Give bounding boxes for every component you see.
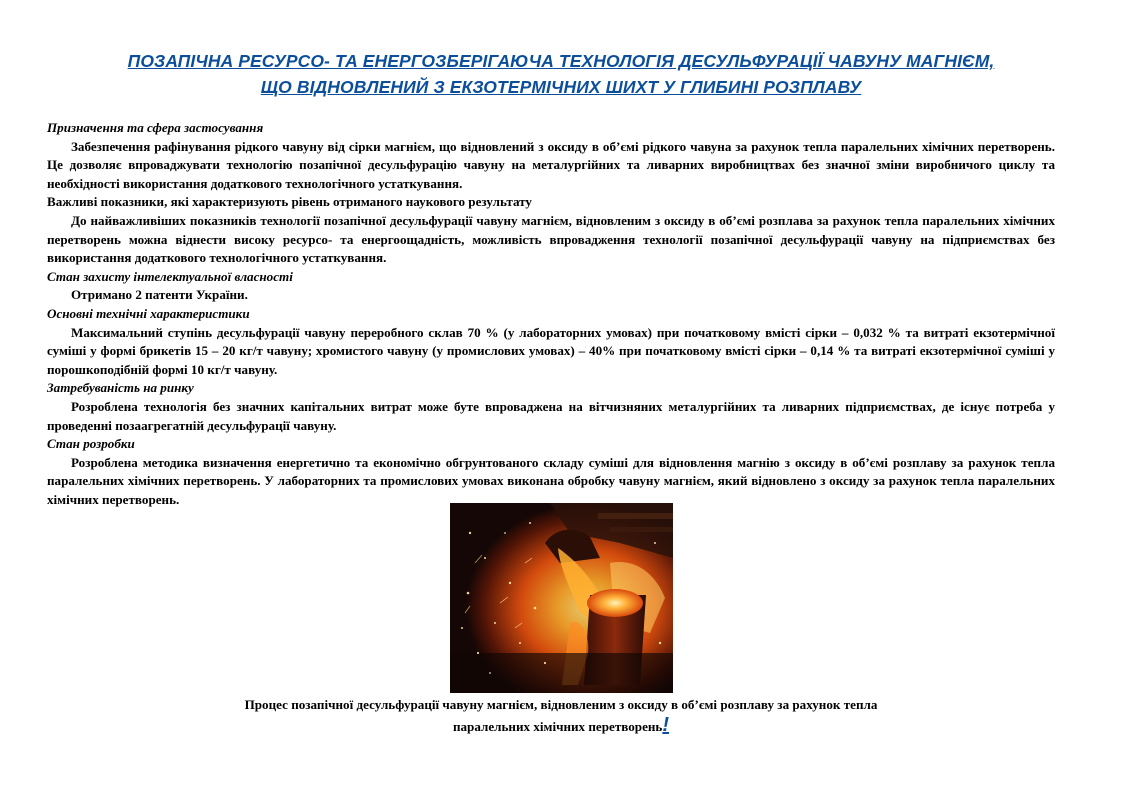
section-heading-purpose: Призначення та сфера застосування — [47, 120, 264, 135]
document-body — [47, 119, 1055, 509]
title-line-2: ЩО ВІДНОВЛЕНИЙ З ЕКЗОТЕРМІЧНИХ ШИХТ У ГЛИБИНІ РОЗПЛАВУ — [260, 77, 862, 97]
section-heading-market: Затребуваність на ринку — [47, 380, 194, 396]
section-heading-ip: Стан захисту інтелектуальної власності — [47, 268, 293, 284]
section-text-market: Розроблена технологія без значних капітальних витрат може буте впроваджена на вітчизняних металургійних та ливарних підприємствах, де існує потреба у проведенні позаагрегатній десульфурації чавуну. — [47, 398, 1055, 433]
photo-caption — [100, 694, 1022, 737]
title-line-1: ПОЗАПІЧНА РЕСУРСО- ТА ЕНЕРГОЗБЕРІГАЮЧА ТЕХНОЛОГІЯ ДЕСУЛЬФУРАЦІЇ ЧАВУНУ МАГНІЄМ, — [127, 51, 995, 71]
section-heading-tech: Основні технічні характеристики — [47, 305, 250, 321]
section-text-purpose: Забезпечення рафінування рідкого чавуну від сірки магнієм, що відновлений з оксиду в об’ємі рідкого чавуна за рахунок тепла паралельних хімічних перетворень. Це дозволяє впроваджувати технологію позапічної десульфурацію чавуну на металургійних та ливарних виробництвах без значної зміни виробничого циклу та необхідності використання додаткового технологічного устаткування. — [47, 138, 1055, 191]
caption-line-2 — [100, 715, 1022, 737]
section-heading-indicators: Важливі показники, які характеризують рівень отриманого наукового результату — [47, 194, 532, 210]
section-text-tech: Максимальний ступінь десульфурації чавуну переробного склав 70 % (у лабораторних умовах) при початковому вмісті сірки – 0,032 % та витраті екзотермічної суміші у формі брикетів 15 – 20 кг/т чавуну; хромистого чавуну (у промислових умовах) – 40% при початковому вмісті сірки – 0,14 % та витраті екзотермічної суміші у порошкоподібній формі 10 кг/т чавуну. — [47, 324, 1055, 377]
molten-iron-photo — [450, 503, 673, 693]
section-text-indicators: До найважливіших показників технології позапічної десульфурації чавуну магнієм, відновленим з оксиду в об’ємі розплава за рахунок тепла паралельних хімічних перетворень можна віднести високу ресурсо- та енергоощадність, можливість впровадження технології позапічної десульфурації чавуну на підприємствах без використання додаткового технологічного устаткування. — [47, 212, 1055, 266]
section-heading-development: Стан розробки — [47, 436, 135, 452]
section-text-ip: Отримано 2 патенти України. — [71, 287, 248, 303]
section-text-development: Розроблена методика визначення енергетично та економічно обгрунтованого складу суміші для відновлення магнію з оксиду в об’ємі розплаву за рахунок тепла паралельних хімічних перетворень. У лабораторних та промислових умовах виконана обробку чавуну магнієм, який відновлено з оксиду за рахунок тепла паралельних хімічних перетворень. — [47, 454, 1055, 507]
caption-mark: ! — [662, 714, 670, 736]
caption-line-2-text: паралельних хімічних перетворень — [452, 719, 663, 734]
molten-iron-illustration — [450, 503, 673, 693]
document-title — [40, 48, 1082, 100]
caption-line-1: Процес позапічної десульфурації чавуну магнієм, відновленим з оксиду в об’ємі розплаву за рахунок тепла — [244, 697, 878, 712]
